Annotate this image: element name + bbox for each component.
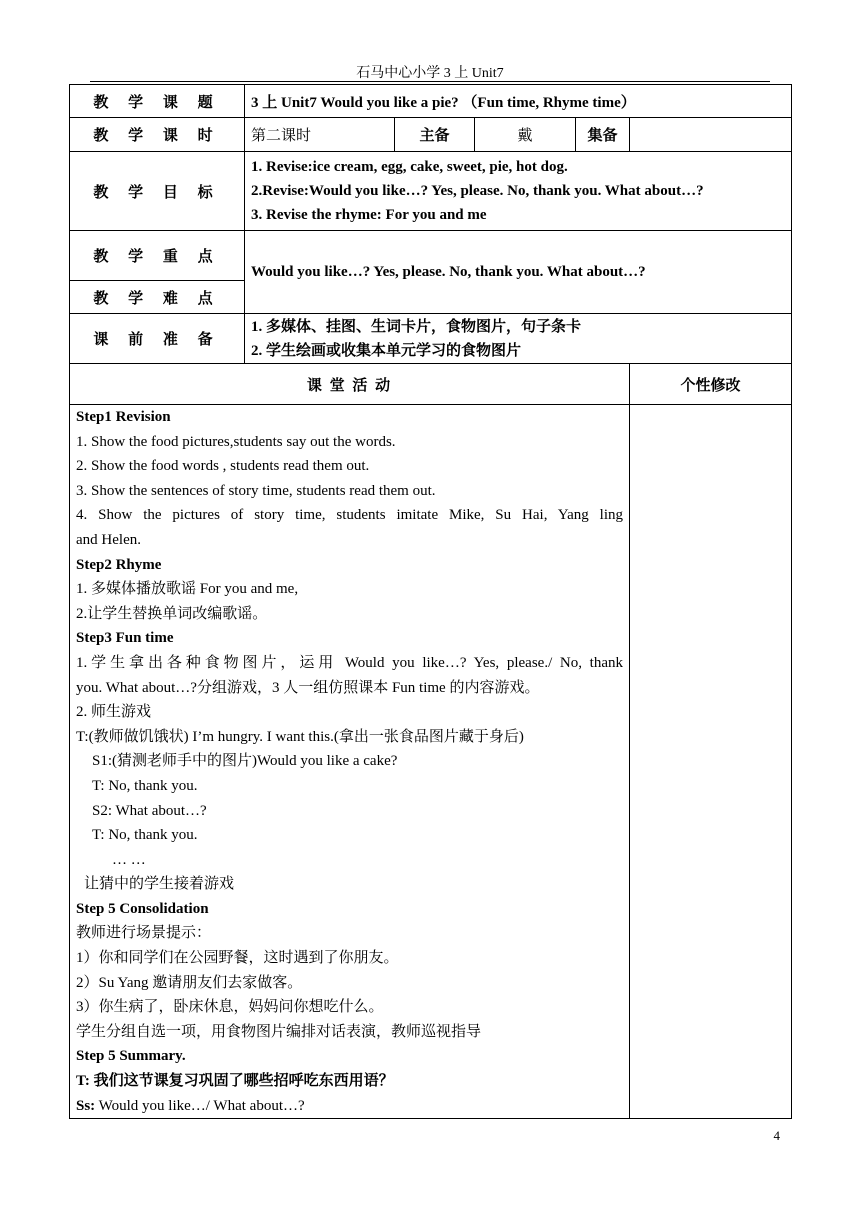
activity-line: 2. Show the food words , students read them out. bbox=[76, 458, 370, 475]
activity-line bbox=[76, 1094, 623, 1119]
activity-line: T:(教师做饥饿状) I’m hungry. I want this.(拿出一张食品图片藏于身后) bbox=[76, 728, 524, 745]
activity-line: 1.学生拿出各种食物图片，运用 Would you like…? Yes, please./ No, thank bbox=[76, 654, 623, 671]
collective-label: 集备 bbox=[576, 118, 630, 152]
activity-line: 1. Show the food pictures,students say out the words. bbox=[76, 433, 396, 450]
activity-line: 1. 多媒体播放歌谣 For you and me, bbox=[76, 581, 299, 598]
activity-line: 1）你和同学们在公园野餐，这时遇到了你朋友。 bbox=[76, 950, 399, 967]
objectives-content bbox=[245, 152, 792, 231]
key-points-value: Would you like…? Yes, please. No, thank you. What about…? bbox=[245, 231, 792, 314]
row-key-points bbox=[70, 231, 792, 281]
host-value: 戴 bbox=[475, 118, 576, 152]
summary-students-text: Would you like…/ What about…? bbox=[95, 1097, 305, 1114]
activity-line: … … bbox=[112, 851, 146, 868]
row-topic bbox=[70, 85, 792, 118]
objective-line: 2.Revise:Would you like…? Yes, please. No, thank you. What about…? bbox=[251, 183, 704, 199]
objectives-label: 教 学 目 标 bbox=[70, 152, 245, 231]
activity-line: S1:(猜测老师手中的图片)Would you like a cake? bbox=[92, 753, 398, 770]
activity-line: you. What about…?分组游戏，3 人一组仿照课本 Fun time 的内容游戏。 bbox=[76, 679, 540, 696]
header-rule bbox=[90, 81, 770, 82]
step-title: Step 5 Summary. bbox=[76, 1048, 186, 1065]
activity-line: 4. Show the pictures of story time, students imitate Mike, Su Hai, Yang ling bbox=[76, 507, 623, 524]
activity-line: 2. 师生游戏 bbox=[76, 704, 152, 721]
activity-line: 2）Su Yang 邀请朋友们去家做客。 bbox=[76, 974, 303, 991]
activities-header: 课 堂 活 动 bbox=[70, 364, 630, 405]
summary-students-prefix: Ss: bbox=[76, 1097, 96, 1114]
step-title: Step3 Fun time bbox=[76, 630, 174, 647]
summary-teacher-text: 我们这节课复习巩固了哪些招呼吃东西用语？ bbox=[93, 1073, 394, 1090]
objective-line: 1. Revise:ice cream, egg, cake, sweet, pie, hot dog. bbox=[251, 159, 568, 175]
preparation-line: 2. 学生绘画或收集本单元学习的食物图片 bbox=[251, 342, 522, 359]
row-activities-header bbox=[70, 364, 792, 405]
objective-line: 3. Revise the rhyme: For you and me bbox=[251, 207, 487, 223]
activity-line: 学生分组自选一项，用食物图片编排对话表演，教师巡视指导 bbox=[76, 1023, 482, 1040]
activity-line: 2.让学生替换单词改编歌谣。 bbox=[76, 605, 268, 622]
host-label: 主备 bbox=[395, 118, 475, 152]
activity-line bbox=[76, 1069, 623, 1094]
activity-line: 让猜中的学生接着游戏 bbox=[84, 876, 235, 893]
lesson-plan-table bbox=[69, 84, 792, 1119]
preparation-line: 1. 多媒体、挂图、生词卡片，食物图片，句子条卡 bbox=[251, 318, 582, 335]
step-title: Step1 Revision bbox=[76, 409, 171, 425]
difficulties-label: 教 学 难 点 bbox=[70, 281, 245, 314]
period-label: 教 学 课 时 bbox=[70, 118, 245, 152]
row-objectives bbox=[70, 152, 792, 231]
modify-header: 个性修改 bbox=[630, 364, 792, 405]
activity-line: 教师进行场景提示： bbox=[76, 925, 212, 942]
activity-line: T: No, thank you. bbox=[92, 827, 198, 844]
activity-line: and Helen. bbox=[76, 531, 141, 548]
modify-column bbox=[630, 405, 792, 1119]
step-title: Step2 Rhyme bbox=[76, 556, 162, 573]
row-preparation bbox=[70, 314, 792, 364]
activity-line: 3）你生病了，卧床休息，妈妈问你想吃什么。 bbox=[76, 999, 384, 1016]
page-number: 4 bbox=[773, 1128, 780, 1143]
page-header: 石马中心小学 3 上 Unit7 bbox=[356, 66, 504, 81]
collective-value bbox=[630, 118, 792, 152]
row-activities bbox=[70, 405, 792, 1119]
topic-value: 3 上 Unit7 Would you like a pie? （Fun time, Rhyme time） bbox=[245, 85, 792, 118]
period-value: 第二课时 bbox=[245, 118, 395, 152]
key-points-label: 教 学 重 点 bbox=[70, 231, 245, 281]
preparation-content bbox=[245, 314, 792, 364]
step-title: Step 5 Consolidation bbox=[76, 900, 209, 917]
preparation-label: 课 前 准 备 bbox=[70, 314, 245, 364]
activity-line: S2: What about…? bbox=[92, 802, 207, 819]
activities-content bbox=[70, 405, 630, 1119]
activity-line: T: No, thank you. bbox=[92, 777, 198, 794]
row-period bbox=[70, 118, 792, 152]
activity-line: 3. Show the sentences of story time, students read them out. bbox=[76, 482, 436, 499]
topic-label: 教 学 课 题 bbox=[70, 85, 245, 118]
summary-teacher-prefix: T: bbox=[76, 1073, 90, 1090]
